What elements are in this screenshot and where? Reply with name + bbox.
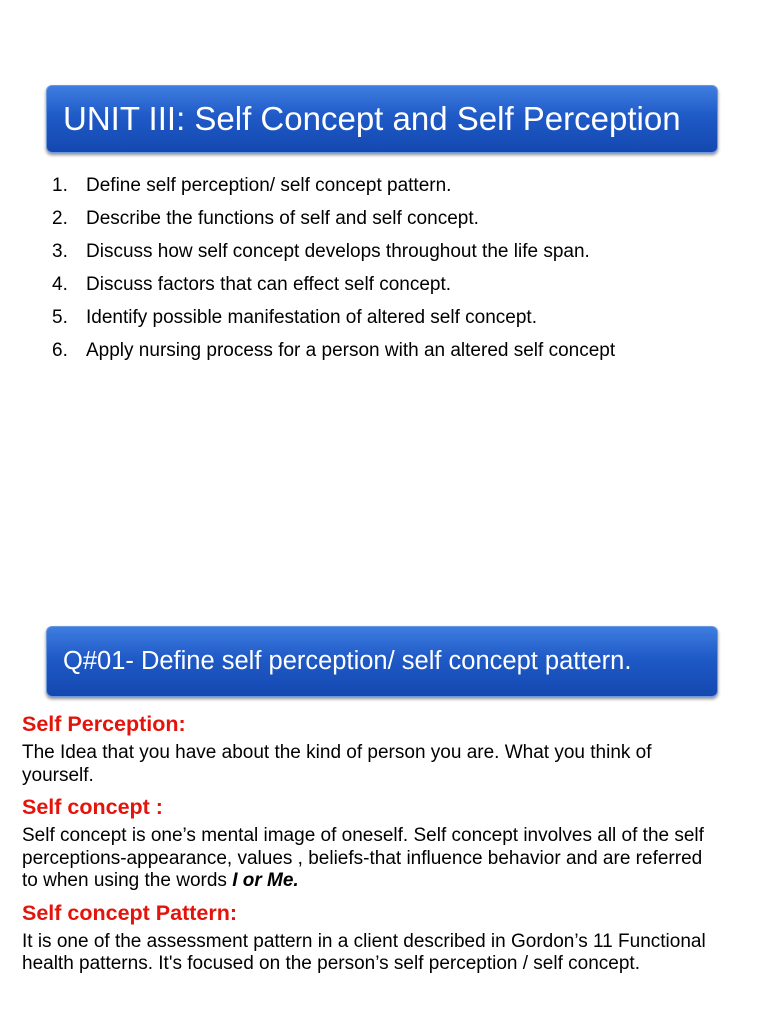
list-item bbox=[52, 205, 615, 238]
question-title: Q#01- Define self perception/ self concept pattern. bbox=[63, 647, 632, 675]
self-concept-emphasis: I or Me. bbox=[232, 870, 299, 891]
self-concept-pattern-heading: Self concept Pattern: bbox=[22, 900, 238, 925]
self-concept-definition bbox=[22, 825, 722, 893]
question-banner bbox=[46, 626, 718, 697]
self-concept-definition-text: Self concept is one’s mental image of oneself. Self concept involves all of the self perceptions-appearance, values , beliefs-that influence behavior and are referred to when using the words bbox=[22, 825, 704, 891]
list-item-number: 5. bbox=[52, 307, 68, 328]
list-item-text: Define self perception/ self concept pattern. bbox=[86, 175, 452, 196]
list-item-text: Discuss how self concept develops throughout the life span. bbox=[86, 241, 590, 262]
self-concept-heading: Self concept : bbox=[22, 795, 163, 819]
list-item-text: Discuss factors that can effect self concept. bbox=[86, 274, 452, 295]
self-perception-definition: The Idea that you have about the kind of person you are. What you think of yourself. bbox=[22, 742, 652, 786]
list-item-number: 4. bbox=[52, 274, 68, 295]
list-item bbox=[52, 172, 615, 205]
unit-title: UNIT III: Self Concept and Self Perception bbox=[63, 100, 681, 137]
list-item-number: 6. bbox=[52, 340, 68, 361]
list-item-text: Identify possible manifestation of altered self concept. bbox=[86, 307, 537, 328]
list-item-number: 2. bbox=[52, 208, 68, 229]
list-item-text: Describe the functions of self and self concept. bbox=[86, 208, 479, 229]
objectives-list bbox=[52, 172, 615, 370]
list-item bbox=[52, 271, 615, 304]
list-item bbox=[52, 304, 615, 337]
self-perception-heading: Self Perception: bbox=[22, 712, 186, 736]
list-item bbox=[52, 238, 615, 271]
self-concept-pattern-definition: It is one of the assessment pattern in a client described in Gordon’s 11 Functional health patterns. It's focused on the person’s self perception / self concept. bbox=[22, 930, 706, 974]
list-item-number: 1. bbox=[52, 175, 68, 196]
unit-title-banner bbox=[46, 85, 718, 153]
list-item bbox=[52, 337, 615, 370]
definitions-section bbox=[22, 710, 722, 982]
list-item-text: Apply nursing process for a person with an altered self concept bbox=[86, 340, 616, 361]
list-item-number: 3. bbox=[52, 241, 68, 262]
